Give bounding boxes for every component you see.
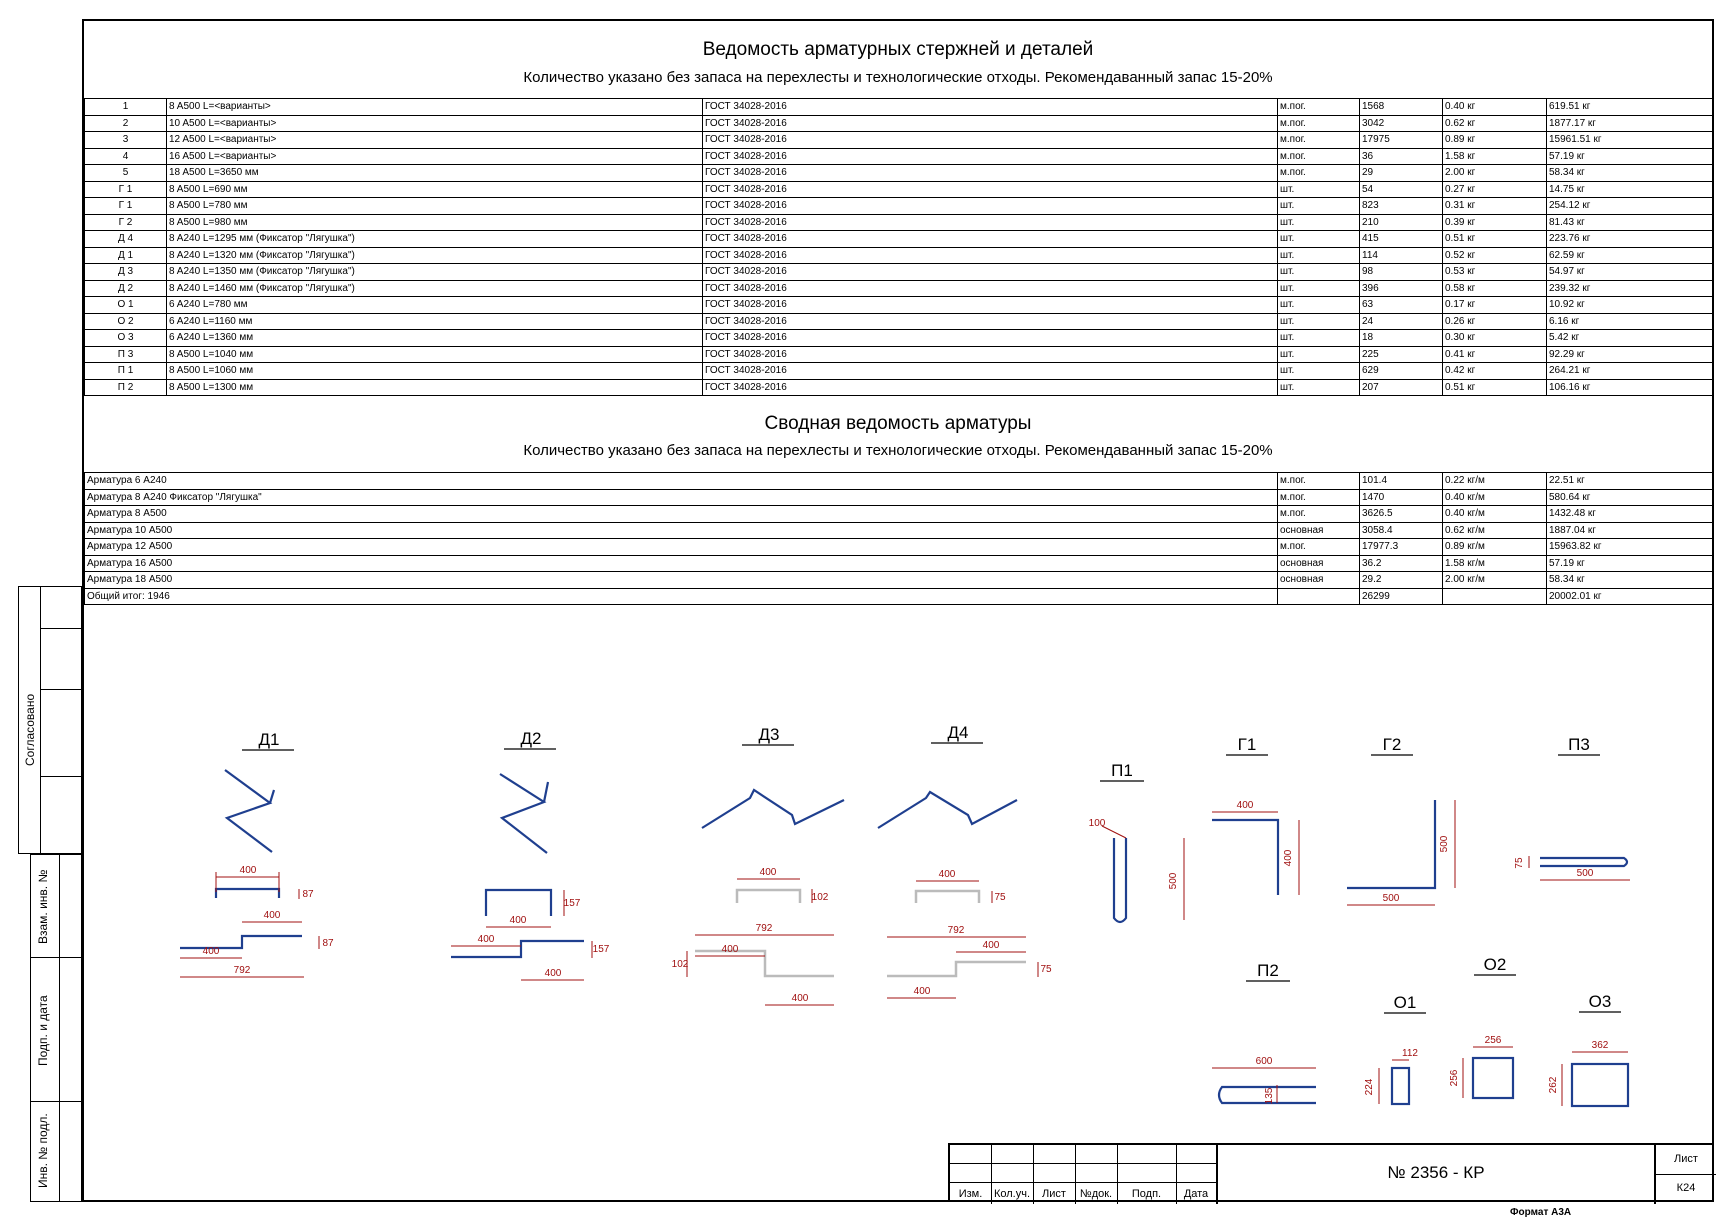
spec1-cell-qty: 63 bbox=[1360, 297, 1443, 314]
spec1-cell-qty: 396 bbox=[1360, 280, 1443, 297]
svg-text:112: 112 bbox=[1402, 1048, 1418, 1059]
spec1-cell-total: 1877.17 кг bbox=[1547, 115, 1713, 132]
svg-text:400: 400 bbox=[938, 869, 956, 880]
side-vzam: Взам. инв. № bbox=[36, 869, 50, 944]
spec2-cell-unit: м.пог. bbox=[1278, 506, 1360, 523]
svg-text:400: 400 bbox=[1236, 800, 1254, 811]
svg-text:400: 400 bbox=[721, 944, 739, 955]
spec2-total-total: 20002.01 кг bbox=[1547, 588, 1713, 605]
spec1-cell-qty: 17975 bbox=[1360, 132, 1443, 149]
spec2-cell-qty: 1470 bbox=[1360, 489, 1443, 506]
spec1-cell-total: 6.16 кг bbox=[1547, 313, 1713, 330]
spec1-cell-qty: 98 bbox=[1360, 264, 1443, 281]
svg-text:224: 224 bbox=[1364, 1078, 1375, 1096]
spec1-cell-total: 81.43 кг bbox=[1547, 214, 1713, 231]
spec1-cell-name: 12 A500 L=<варианты> bbox=[167, 132, 703, 149]
spec2-row bbox=[85, 539, 1713, 556]
side-agreed: Согласовано bbox=[23, 693, 37, 766]
spec2-cell-mass: 2.00 кг/м bbox=[1443, 572, 1547, 589]
spec1-cell-name: 6 A240 L=780 мм bbox=[167, 297, 703, 314]
spec1-cell-gost: ГОСТ 34028-2016 bbox=[703, 231, 1278, 248]
spec2-cell-qty: 17977.3 bbox=[1360, 539, 1443, 556]
svg-text:400: 400 bbox=[544, 968, 562, 979]
spec2-note: Количество указано без запаса на перехлесты и технологические отходы. Рекомендаванный запас 15-20% bbox=[523, 442, 1273, 459]
svg-text:102: 102 bbox=[811, 892, 829, 903]
spec1-cell-qty: 210 bbox=[1360, 214, 1443, 231]
spec1-cell-mass: 0.27 кг bbox=[1443, 181, 1547, 198]
spec1-cell-gost: ГОСТ 34028-2016 bbox=[703, 214, 1278, 231]
spec1-cell-pos: 3 bbox=[85, 132, 167, 149]
spec1-row bbox=[85, 264, 1713, 281]
svg-text:500: 500 bbox=[1168, 872, 1179, 890]
svg-text:400: 400 bbox=[791, 993, 809, 1004]
spec1-cell-qty: 29 bbox=[1360, 165, 1443, 182]
spec1-cell-gost: ГОСТ 34028-2016 bbox=[703, 247, 1278, 264]
spec1-cell-unit: м.пог. bbox=[1278, 165, 1360, 182]
stamp-list: Лист bbox=[1042, 1188, 1066, 1200]
spec1-row bbox=[85, 181, 1713, 198]
svg-text:256: 256 bbox=[1484, 1035, 1502, 1046]
spec1-row bbox=[85, 214, 1713, 231]
svg-text:792: 792 bbox=[233, 965, 251, 976]
spec1-cell-name: 8 A500 L=<варианты> bbox=[167, 99, 703, 116]
spec2-cell-unit: м.пог. bbox=[1278, 539, 1360, 556]
spec1-cell-pos: 5 bbox=[85, 165, 167, 182]
spec1-row bbox=[85, 363, 1713, 380]
svg-text:256: 256 bbox=[1449, 1069, 1460, 1087]
spec2-cell-total: 1432.48 кг bbox=[1547, 506, 1713, 523]
spec1-note: Количество указано без запаса на перехлесты и технологические отходы. Рекомендаванный запас 15-20% bbox=[523, 69, 1273, 86]
svg-text:100: 100 bbox=[1088, 818, 1106, 829]
spec1-table bbox=[84, 98, 1713, 396]
spec2-cell-qty: 101.4 bbox=[1360, 473, 1443, 490]
spec2-cell-mass: 0.40 кг/м bbox=[1443, 506, 1547, 523]
spec1-cell-total: 15961.51 кг bbox=[1547, 132, 1713, 149]
spec1-cell-total: 223.76 кг bbox=[1547, 231, 1713, 248]
spec1-cell-qty: 629 bbox=[1360, 363, 1443, 380]
spec1-row bbox=[85, 313, 1713, 330]
stamp-sheet-label: Лист bbox=[1674, 1153, 1698, 1165]
spec2-table bbox=[84, 472, 1713, 605]
spec1-cell-mass: 0.89 кг bbox=[1443, 132, 1547, 149]
stamp-izm: Изм. bbox=[958, 1188, 983, 1200]
svg-text:400: 400 bbox=[509, 915, 527, 926]
spec1-cell-pos: Г 1 bbox=[85, 198, 167, 215]
spec1-cell-total: 92.29 кг bbox=[1547, 346, 1713, 363]
spec1-cell-gost: ГОСТ 34028-2016 bbox=[703, 379, 1278, 396]
rebar-shapes bbox=[82, 600, 1712, 1140]
spec1-cell-gost: ГОСТ 34028-2016 bbox=[703, 181, 1278, 198]
spec1-cell-qty: 415 bbox=[1360, 231, 1443, 248]
spec1-cell-total: 239.32 кг bbox=[1547, 280, 1713, 297]
spec2-row bbox=[85, 489, 1713, 506]
spec1-cell-unit: м.пог. bbox=[1278, 148, 1360, 165]
spec1-cell-unit: шт. bbox=[1278, 346, 1360, 363]
spec1-row bbox=[85, 148, 1713, 165]
spec2-total-qty: 26299 bbox=[1360, 588, 1443, 605]
spec1-cell-pos: П 3 bbox=[85, 346, 167, 363]
spec1-cell-mass: 0.30 кг bbox=[1443, 330, 1547, 347]
spec1-cell-name: 18 A500 L=3650 мм bbox=[167, 165, 703, 182]
spec1-cell-mass: 0.58 кг bbox=[1443, 280, 1547, 297]
spec1-row bbox=[85, 198, 1713, 215]
shape-o2 bbox=[1449, 955, 1516, 1098]
svg-text:400: 400 bbox=[263, 910, 281, 921]
spec2-cell-qty: 36.2 bbox=[1360, 555, 1443, 572]
svg-text:400: 400 bbox=[913, 986, 931, 997]
spec1-cell-pos: Д 2 bbox=[85, 280, 167, 297]
spec1-cell-pos: 1 bbox=[85, 99, 167, 116]
spec1-cell-gost: ГОСТ 34028-2016 bbox=[703, 198, 1278, 215]
svg-text:87: 87 bbox=[322, 938, 334, 949]
svg-text:87: 87 bbox=[302, 889, 314, 900]
spec2-cell-mass: 0.62 кг/м bbox=[1443, 522, 1547, 539]
shape-g2 bbox=[1347, 735, 1455, 905]
spec1-cell-total: 54.97 кг bbox=[1547, 264, 1713, 281]
spec1-cell-unit: шт. bbox=[1278, 214, 1360, 231]
svg-text:500: 500 bbox=[1382, 893, 1400, 904]
spec1-cell-gost: ГОСТ 34028-2016 bbox=[703, 132, 1278, 149]
spec1-row bbox=[85, 99, 1713, 116]
spec1-cell-unit: шт. bbox=[1278, 247, 1360, 264]
svg-text:75: 75 bbox=[1040, 964, 1052, 975]
spec1-cell-mass: 2.00 кг bbox=[1443, 165, 1547, 182]
svg-text:400: 400 bbox=[982, 940, 1000, 951]
document-number: № 2356 - КР bbox=[1387, 1163, 1485, 1182]
spec2-cell-unit: м.пог. bbox=[1278, 473, 1360, 490]
spec2-cell-unit: основная bbox=[1278, 555, 1360, 572]
spec1-cell-qty: 24 bbox=[1360, 313, 1443, 330]
spec1-cell-gost: ГОСТ 34028-2016 bbox=[703, 264, 1278, 281]
spec1-cell-name: 8 A500 L=780 мм bbox=[167, 198, 703, 215]
side-podp: Подп. и дата bbox=[36, 995, 50, 1066]
spec1-cell-total: 5.42 кг bbox=[1547, 330, 1713, 347]
label-d2: Д2 bbox=[520, 729, 542, 748]
shape-d2 bbox=[451, 729, 610, 980]
spec2-title: Сводная ведомость арматуры bbox=[764, 413, 1032, 434]
spec1-cell-gost: ГОСТ 34028-2016 bbox=[703, 280, 1278, 297]
spec1-cell-total: 62.59 кг bbox=[1547, 247, 1713, 264]
spec1-cell-mass: 0.62 кг bbox=[1443, 115, 1547, 132]
spec1-row bbox=[85, 132, 1713, 149]
label-d4: Д4 bbox=[947, 723, 969, 742]
spec1-cell-unit: шт. bbox=[1278, 264, 1360, 281]
spec1-cell-qty: 3042 bbox=[1360, 115, 1443, 132]
label-p1: П1 bbox=[1111, 761, 1133, 780]
spec2-cell-name: Арматура 16 A500 bbox=[85, 555, 1278, 572]
spec1-cell-name: 8 A500 L=1040 мм bbox=[167, 346, 703, 363]
spec2-cell-qty: 29.2 bbox=[1360, 572, 1443, 589]
spec1-cell-mass: 0.53 кг bbox=[1443, 264, 1547, 281]
label-g1: Г1 bbox=[1237, 735, 1257, 754]
spec1-cell-gost: ГОСТ 34028-2016 bbox=[703, 363, 1278, 380]
svg-text:157: 157 bbox=[592, 944, 610, 955]
label-o2: О2 bbox=[1483, 955, 1507, 974]
spec1-cell-unit: м.пог. bbox=[1278, 115, 1360, 132]
spec1-cell-unit: шт. bbox=[1278, 313, 1360, 330]
side-inv: Инв. № подл. bbox=[36, 1113, 50, 1188]
label-o1: О1 bbox=[1393, 993, 1417, 1012]
spec1-cell-mass: 0.39 кг bbox=[1443, 214, 1547, 231]
spec1-cell-qty: 18 bbox=[1360, 330, 1443, 347]
label-g2: Г2 bbox=[1382, 735, 1402, 754]
shape-o3 bbox=[1548, 992, 1628, 1106]
stamp-data: Дата bbox=[1183, 1188, 1209, 1200]
svg-text:102: 102 bbox=[671, 959, 689, 970]
spec1-cell-pos: О 1 bbox=[85, 297, 167, 314]
title-block bbox=[948, 1143, 1714, 1202]
label-p3: П3 bbox=[1568, 735, 1590, 754]
spec1-cell-gost: ГОСТ 34028-2016 bbox=[703, 148, 1278, 165]
spec1-cell-total: 254.12 кг bbox=[1547, 198, 1713, 215]
spec1-cell-name: 16 A500 L=<варианты> bbox=[167, 148, 703, 165]
spec2-row bbox=[85, 555, 1713, 572]
spec2-cell-unit: основная bbox=[1278, 522, 1360, 539]
stamp-podp: Подп. bbox=[1131, 1188, 1162, 1200]
spec1-cell-mass: 1.58 кг bbox=[1443, 148, 1547, 165]
side-stamp bbox=[18, 586, 82, 1202]
spec1-cell-name: 8 A500 L=1300 мм bbox=[167, 379, 703, 396]
spec1-cell-pos: 2 bbox=[85, 115, 167, 132]
svg-text:792: 792 bbox=[755, 923, 773, 934]
spec1-cell-unit: шт. bbox=[1278, 280, 1360, 297]
spec2-cell-total: 1887.04 кг bbox=[1547, 522, 1713, 539]
svg-text:400: 400 bbox=[477, 934, 495, 945]
spec1-cell-unit: шт. bbox=[1278, 297, 1360, 314]
spec1-cell-name: 8 A500 L=980 мм bbox=[167, 214, 703, 231]
spec1-row bbox=[85, 247, 1713, 264]
spec1-cell-name: 6 A240 L=1360 мм bbox=[167, 330, 703, 347]
spec1-cell-qty: 207 bbox=[1360, 379, 1443, 396]
spec2-cell-total: 15963.82 кг bbox=[1547, 539, 1713, 556]
spec2-cell-name: Арматура 8 A240 Фиксатор "Лягушка" bbox=[85, 489, 1278, 506]
spec2-row bbox=[85, 506, 1713, 523]
spec1-cell-pos: Д 3 bbox=[85, 264, 167, 281]
svg-text:400: 400 bbox=[239, 865, 257, 876]
spec1-cell-name: 8 A500 L=690 мм bbox=[167, 181, 703, 198]
spec2-cell-name: Арматура 6 A240 bbox=[85, 473, 1278, 490]
label-p2: П2 bbox=[1257, 961, 1279, 980]
svg-text:400: 400 bbox=[759, 867, 777, 878]
spec1-cell-unit: шт. bbox=[1278, 181, 1360, 198]
spec1-cell-total: 57.19 кг bbox=[1547, 148, 1713, 165]
spec2-cell-unit: м.пог. bbox=[1278, 489, 1360, 506]
shape-p3 bbox=[1514, 735, 1630, 880]
svg-text:157: 157 bbox=[563, 898, 581, 909]
spec1-cell-qty: 54 bbox=[1360, 181, 1443, 198]
svg-text:400: 400 bbox=[1283, 849, 1294, 867]
spec1-cell-unit: шт. bbox=[1278, 363, 1360, 380]
svg-text:262: 262 bbox=[1548, 1076, 1559, 1094]
spec2-cell-mass: 0.22 кг/м bbox=[1443, 473, 1547, 490]
spec2-cell-mass: 0.89 кг/м bbox=[1443, 539, 1547, 556]
svg-text:75: 75 bbox=[994, 892, 1006, 903]
spec1-cell-gost: ГОСТ 34028-2016 bbox=[703, 313, 1278, 330]
spec1-cell-total: 264.21 кг bbox=[1547, 363, 1713, 380]
svg-text:75: 75 bbox=[1514, 857, 1525, 869]
spec1-cell-mass: 0.42 кг bbox=[1443, 363, 1547, 380]
spec1-cell-name: 8 A240 L=1460 мм (Фиксатор "Лягушка") bbox=[167, 280, 703, 297]
spec1-cell-mass: 0.26 кг bbox=[1443, 313, 1547, 330]
spec1-cell-mass: 0.51 кг bbox=[1443, 231, 1547, 248]
spec1-cell-unit: м.пог. bbox=[1278, 132, 1360, 149]
spec1-cell-pos: Г 1 bbox=[85, 181, 167, 198]
spec2-cell-name: Арматура 18 A500 bbox=[85, 572, 1278, 589]
spec1-cell-pos: Д 4 bbox=[85, 231, 167, 248]
spec2-row bbox=[85, 522, 1713, 539]
spec2-cell-total: 22.51 кг bbox=[1547, 473, 1713, 490]
spec1-cell-unit: шт. bbox=[1278, 379, 1360, 396]
spec2-cell-qty: 3626.5 bbox=[1360, 506, 1443, 523]
spec1-cell-pos: Д 1 bbox=[85, 247, 167, 264]
spec2-cell-qty: 3058.4 bbox=[1360, 522, 1443, 539]
shape-p1 bbox=[1089, 761, 1184, 922]
svg-text:400: 400 bbox=[202, 946, 220, 957]
label-d1: Д1 bbox=[258, 730, 280, 749]
svg-text:500: 500 bbox=[1439, 835, 1450, 853]
spec1-cell-total: 10.92 кг bbox=[1547, 297, 1713, 314]
format-label: Формат А3А bbox=[1510, 1207, 1572, 1218]
spec2-row bbox=[85, 572, 1713, 589]
spec1-cell-gost: ГОСТ 34028-2016 bbox=[703, 297, 1278, 314]
spec2-cell-total: 57.19 кг bbox=[1547, 555, 1713, 572]
spec1-cell-total: 14.75 кг bbox=[1547, 181, 1713, 198]
label-d3: Д3 bbox=[758, 725, 780, 744]
svg-text:362: 362 bbox=[1591, 1040, 1609, 1051]
svg-text:600: 600 bbox=[1255, 1056, 1273, 1067]
shape-d3 bbox=[672, 725, 844, 1005]
spec1-cell-unit: шт. bbox=[1278, 231, 1360, 248]
spec1-cell-gost: ГОСТ 34028-2016 bbox=[703, 346, 1278, 363]
spec1-cell-name: 8 A500 L=1060 мм bbox=[167, 363, 703, 380]
spec2-cell-total: 580.64 кг bbox=[1547, 489, 1713, 506]
spec2-cell-unit: основная bbox=[1278, 572, 1360, 589]
spec1-row bbox=[85, 330, 1713, 347]
spec1-cell-unit: шт. bbox=[1278, 198, 1360, 215]
spec1-cell-mass: 0.51 кг bbox=[1443, 379, 1547, 396]
spec2-cell-mass: 1.58 кг/м bbox=[1443, 555, 1547, 572]
label-o3: О3 bbox=[1588, 992, 1612, 1011]
spec1-cell-total: 58.34 кг bbox=[1547, 165, 1713, 182]
spec2-cell-name: Арматура 10 A500 bbox=[85, 522, 1278, 539]
spec1-cell-qty: 36 bbox=[1360, 148, 1443, 165]
spec1-cell-pos: О 3 bbox=[85, 330, 167, 347]
spec2-total-name: Общий итог: 1946 bbox=[85, 588, 1278, 605]
spec1-cell-qty: 114 bbox=[1360, 247, 1443, 264]
spec1-row bbox=[85, 165, 1713, 182]
spec1-row bbox=[85, 115, 1713, 132]
spec1-cell-qty: 1568 bbox=[1360, 99, 1443, 116]
spec2-cell-total: 58.34 кг bbox=[1547, 572, 1713, 589]
svg-text:135: 135 bbox=[1264, 1087, 1275, 1105]
spec2-cell-mass: 0.40 кг/м bbox=[1443, 489, 1547, 506]
spec1-cell-unit: шт. bbox=[1278, 330, 1360, 347]
spec1-cell-gost: ГОСТ 34028-2016 bbox=[703, 115, 1278, 132]
shape-o1 bbox=[1364, 993, 1426, 1104]
spec1-cell-mass: 0.52 кг bbox=[1443, 247, 1547, 264]
spec1-cell-pos: П 2 bbox=[85, 379, 167, 396]
spec1-row bbox=[85, 280, 1713, 297]
spec1-cell-mass: 0.41 кг bbox=[1443, 346, 1547, 363]
shape-d1 bbox=[180, 730, 334, 977]
spec1-row bbox=[85, 346, 1713, 363]
spec1-cell-gost: ГОСТ 34028-2016 bbox=[703, 99, 1278, 116]
spec1-cell-gost: ГОСТ 34028-2016 bbox=[703, 165, 1278, 182]
spec1-cell-total: 619.51 кг bbox=[1547, 99, 1713, 116]
spec1-cell-gost: ГОСТ 34028-2016 bbox=[703, 330, 1278, 347]
spec1-cell-pos: 4 bbox=[85, 148, 167, 165]
shape-p2 bbox=[1212, 961, 1316, 1104]
stamp-ndoc: №док. bbox=[1079, 1188, 1113, 1200]
spec1-cell-qty: 225 bbox=[1360, 346, 1443, 363]
spec1-cell-pos: Г 2 bbox=[85, 214, 167, 231]
stamp-kol: Кол.уч. bbox=[993, 1188, 1031, 1200]
spec1-cell-mass: 0.17 кг bbox=[1443, 297, 1547, 314]
spec2-row bbox=[85, 473, 1713, 490]
spec1-cell-name: 10 A500 L=<варианты> bbox=[167, 115, 703, 132]
spec1-cell-pos: О 2 bbox=[85, 313, 167, 330]
svg-text:792: 792 bbox=[947, 925, 965, 936]
spec1-cell-name: 8 A240 L=1320 мм (Фиксатор "Лягушка") bbox=[167, 247, 703, 264]
spec1-cell-name: 6 A240 L=1160 мм bbox=[167, 313, 703, 330]
spec1-cell-unit: м.пог. bbox=[1278, 99, 1360, 116]
spec1-cell-total: 106.16 кг bbox=[1547, 379, 1713, 396]
spec1-cell-mass: 0.31 кг bbox=[1443, 198, 1547, 215]
spec2-cell-name: Арматура 12 A500 bbox=[85, 539, 1278, 556]
stamp-sheet: К24 bbox=[1676, 1182, 1696, 1194]
spec1-cell-name: 8 A240 L=1350 мм (Фиксатор "Лягушка") bbox=[167, 264, 703, 281]
spec1-title: Ведомость арматурных стержней и деталей bbox=[702, 39, 1094, 60]
spec1-row bbox=[85, 379, 1713, 396]
spec1-row bbox=[85, 297, 1713, 314]
spec1-cell-qty: 823 bbox=[1360, 198, 1443, 215]
spec1-cell-name: 8 A240 L=1295 мм (Фиксатор "Лягушка") bbox=[167, 231, 703, 248]
svg-text:500: 500 bbox=[1576, 868, 1594, 879]
spec1-cell-mass: 0.40 кг bbox=[1443, 99, 1547, 116]
shape-d4 bbox=[878, 723, 1052, 998]
spec2-cell-name: Арматура 8 A500 bbox=[85, 506, 1278, 523]
spec1-cell-pos: П 1 bbox=[85, 363, 167, 380]
shape-g1 bbox=[1212, 735, 1299, 895]
spec1-row bbox=[85, 231, 1713, 248]
